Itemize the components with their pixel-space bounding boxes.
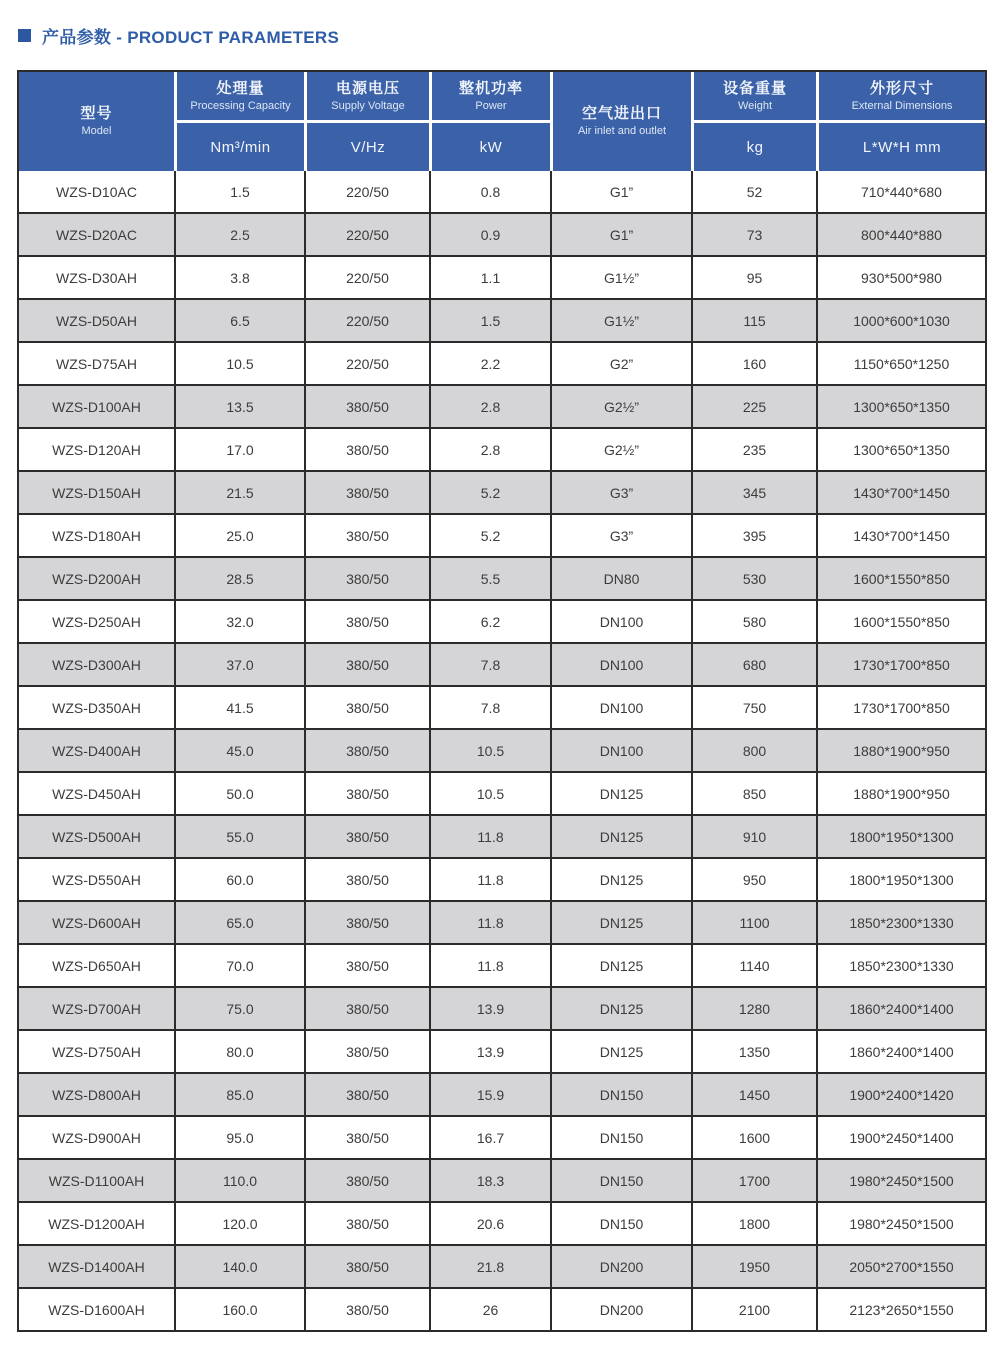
voltage-cell: 380/50 (304, 1074, 429, 1117)
model-cell: WZS-D400AH (19, 730, 174, 773)
air-port-cell: G1” (550, 171, 691, 214)
voltage-cell: 220/50 (304, 257, 429, 300)
table-row (19, 859, 985, 902)
dimensions-cell: 1800*1950*1300 (816, 859, 985, 902)
capacity-cell: 28.5 (174, 558, 304, 601)
capacity-cell: 110.0 (174, 1160, 304, 1203)
dimensions-cell: 1850*2300*1330 (816, 945, 985, 988)
column-header-model-en: Model (81, 125, 112, 138)
power-cell: 15.9 (429, 1074, 550, 1117)
weight-cell: 1450 (691, 1074, 816, 1117)
table-row (19, 1289, 985, 1330)
voltage-cell: 380/50 (304, 816, 429, 859)
unit-dimensions: L*W*H mm (816, 120, 985, 171)
column-header-air-port-en: Air inlet and outlet (577, 125, 667, 138)
voltage-cell: 220/50 (304, 214, 429, 257)
power-cell: 1.1 (429, 257, 550, 300)
model-cell: WZS-D20AC (19, 214, 174, 257)
air-port-cell: G1½” (550, 300, 691, 343)
table-row (19, 1031, 985, 1074)
air-port-cell: DN200 (550, 1246, 691, 1289)
weight-cell: 95 (691, 257, 816, 300)
model-cell: WZS-D450AH (19, 773, 174, 816)
table-row (19, 429, 985, 472)
dimensions-cell: 1980*2450*1500 (816, 1160, 985, 1203)
dimensions-cell: 2123*2650*1550 (816, 1289, 985, 1330)
power-cell: 11.8 (429, 816, 550, 859)
voltage-cell: 380/50 (304, 730, 429, 773)
air-port-cell: DN150 (550, 1203, 691, 1246)
model-cell: WZS-D300AH (19, 644, 174, 687)
column-header-capacity (174, 72, 304, 120)
power-cell: 2.8 (429, 386, 550, 429)
weight-cell: 910 (691, 816, 816, 859)
dimensions-cell: 1850*2300*1330 (816, 902, 985, 945)
model-cell: WZS-D700AH (19, 988, 174, 1031)
model-cell: WZS-D900AH (19, 1117, 174, 1160)
weight-cell: 1600 (691, 1117, 816, 1160)
air-port-cell: DN125 (550, 988, 691, 1031)
power-cell: 10.5 (429, 730, 550, 773)
column-header-power (429, 72, 550, 120)
column-header-weight-zh: 设备重量 (722, 79, 787, 97)
dimensions-cell: 1880*1900*950 (816, 773, 985, 816)
model-cell: WZS-D650AH (19, 945, 174, 988)
model-cell: WZS-D75AH (19, 343, 174, 386)
power-cell: 7.8 (429, 687, 550, 730)
weight-cell: 1700 (691, 1160, 816, 1203)
capacity-cell: 2.5 (174, 214, 304, 257)
voltage-cell: 380/50 (304, 429, 429, 472)
voltage-cell: 220/50 (304, 300, 429, 343)
air-port-cell: DN150 (550, 1160, 691, 1203)
parameters-table (17, 70, 987, 1332)
dimensions-cell: 1430*700*1450 (816, 472, 985, 515)
table-row (19, 687, 985, 730)
column-header-power-zh: 整机功率 (458, 79, 523, 97)
weight-cell: 850 (691, 773, 816, 816)
weight-cell: 345 (691, 472, 816, 515)
power-cell: 13.9 (429, 1031, 550, 1074)
column-header-air-port (550, 72, 691, 171)
table-row (19, 902, 985, 945)
model-cell: WZS-D50AH (19, 300, 174, 343)
voltage-cell: 380/50 (304, 687, 429, 730)
weight-cell: 580 (691, 601, 816, 644)
dimensions-cell: 1300*650*1350 (816, 386, 985, 429)
table-header (19, 72, 985, 171)
voltage-cell: 380/50 (304, 558, 429, 601)
model-cell: WZS-D1200AH (19, 1203, 174, 1246)
dimensions-cell: 710*440*680 (816, 171, 985, 214)
weight-cell: 1350 (691, 1031, 816, 1074)
capacity-cell: 41.5 (174, 687, 304, 730)
square-bullet-icon (18, 29, 31, 42)
weight-cell: 52 (691, 171, 816, 214)
air-port-cell: DN100 (550, 644, 691, 687)
voltage-cell: 220/50 (304, 343, 429, 386)
model-cell: WZS-D1600AH (19, 1289, 174, 1330)
power-cell: 10.5 (429, 773, 550, 816)
capacity-cell: 45.0 (174, 730, 304, 773)
model-cell: WZS-D750AH (19, 1031, 174, 1074)
weight-cell: 530 (691, 558, 816, 601)
capacity-cell: 50.0 (174, 773, 304, 816)
power-cell: 5.2 (429, 472, 550, 515)
capacity-cell: 3.8 (174, 257, 304, 300)
voltage-cell: 380/50 (304, 1031, 429, 1074)
weight-cell: 1100 (691, 902, 816, 945)
power-cell: 16.7 (429, 1117, 550, 1160)
capacity-cell: 6.5 (174, 300, 304, 343)
model-cell: WZS-D180AH (19, 515, 174, 558)
voltage-cell: 380/50 (304, 1203, 429, 1246)
table-row (19, 945, 985, 988)
voltage-cell: 380/50 (304, 644, 429, 687)
dimensions-cell: 1600*1550*850 (816, 601, 985, 644)
dimensions-cell: 1860*2400*1400 (816, 988, 985, 1031)
column-header-dimensions (816, 72, 985, 120)
table-row (19, 171, 985, 214)
air-port-cell: G2½” (550, 429, 691, 472)
voltage-cell: 380/50 (304, 1117, 429, 1160)
air-port-cell: DN125 (550, 859, 691, 902)
table-row (19, 988, 985, 1031)
table-row (19, 730, 985, 773)
power-cell: 21.8 (429, 1246, 550, 1289)
air-port-cell: G1½” (550, 257, 691, 300)
weight-cell: 115 (691, 300, 816, 343)
model-cell: WZS-D350AH (19, 687, 174, 730)
capacity-cell: 85.0 (174, 1074, 304, 1117)
air-port-cell: DN125 (550, 902, 691, 945)
weight-cell: 225 (691, 386, 816, 429)
column-header-weight (691, 72, 816, 120)
power-cell: 26 (429, 1289, 550, 1330)
dimensions-cell: 930*500*980 (816, 257, 985, 300)
model-cell: WZS-D10AC (19, 171, 174, 214)
capacity-cell: 160.0 (174, 1289, 304, 1330)
power-cell: 0.8 (429, 171, 550, 214)
unit-voltage: V/Hz (304, 120, 429, 171)
capacity-cell: 95.0 (174, 1117, 304, 1160)
power-cell: 2.2 (429, 343, 550, 386)
capacity-cell: 17.0 (174, 429, 304, 472)
weight-cell: 1800 (691, 1203, 816, 1246)
table-row (19, 515, 985, 558)
weight-cell: 395 (691, 515, 816, 558)
weight-cell: 1280 (691, 988, 816, 1031)
capacity-cell: 37.0 (174, 644, 304, 687)
capacity-cell: 21.5 (174, 472, 304, 515)
weight-cell: 950 (691, 859, 816, 902)
unit-power: kW (429, 120, 550, 171)
table-row (19, 1246, 985, 1289)
page-title: 产品参数 - PRODUCT PARAMETERS (42, 27, 340, 47)
capacity-cell: 75.0 (174, 988, 304, 1031)
voltage-cell: 380/50 (304, 1160, 429, 1203)
air-port-cell: DN150 (550, 1117, 691, 1160)
dimensions-cell: 1600*1550*850 (816, 558, 985, 601)
dimensions-cell: 1150*650*1250 (816, 343, 985, 386)
table-row (19, 300, 985, 343)
unit-capacity: Nm³/min (174, 120, 304, 171)
table-row (19, 773, 985, 816)
voltage-cell: 380/50 (304, 515, 429, 558)
air-port-cell: DN100 (550, 601, 691, 644)
table-row (19, 1160, 985, 1203)
voltage-cell: 380/50 (304, 472, 429, 515)
weight-cell: 1140 (691, 945, 816, 988)
capacity-cell: 60.0 (174, 859, 304, 902)
model-cell: WZS-D1400AH (19, 1246, 174, 1289)
air-port-cell: DN80 (550, 558, 691, 601)
air-port-cell: G2” (550, 343, 691, 386)
column-header-weight-en: Weight (737, 99, 773, 112)
voltage-cell: 380/50 (304, 945, 429, 988)
table-row (19, 1117, 985, 1160)
weight-cell: 235 (691, 429, 816, 472)
capacity-cell: 65.0 (174, 902, 304, 945)
voltage-cell: 380/50 (304, 601, 429, 644)
voltage-cell: 380/50 (304, 988, 429, 1031)
table-row (19, 558, 985, 601)
capacity-cell: 140.0 (174, 1246, 304, 1289)
capacity-cell: 80.0 (174, 1031, 304, 1074)
power-cell: 20.6 (429, 1203, 550, 1246)
voltage-cell: 220/50 (304, 171, 429, 214)
table-row (19, 816, 985, 859)
voltage-cell: 380/50 (304, 859, 429, 902)
table-row (19, 214, 985, 257)
column-header-model-zh: 型号 (80, 105, 113, 123)
capacity-cell: 10.5 (174, 343, 304, 386)
model-cell: WZS-D120AH (19, 429, 174, 472)
table-row (19, 644, 985, 687)
table-row (19, 257, 985, 300)
voltage-cell: 380/50 (304, 773, 429, 816)
dimensions-cell: 2050*2700*1550 (816, 1246, 985, 1289)
weight-cell: 1950 (691, 1246, 816, 1289)
column-header-power-en: Power (475, 99, 507, 112)
power-cell: 1.5 (429, 300, 550, 343)
air-port-cell: DN125 (550, 773, 691, 816)
weight-cell: 73 (691, 214, 816, 257)
weight-cell: 800 (691, 730, 816, 773)
power-cell: 18.3 (429, 1160, 550, 1203)
voltage-cell: 380/50 (304, 1246, 429, 1289)
dimensions-cell: 1730*1700*850 (816, 644, 985, 687)
dimensions-cell: 1300*650*1350 (816, 429, 985, 472)
air-port-cell: DN100 (550, 687, 691, 730)
dimensions-cell: 1880*1900*950 (816, 730, 985, 773)
model-cell: WZS-D1100AH (19, 1160, 174, 1203)
dimensions-cell: 800*440*880 (816, 214, 985, 257)
dimensions-cell: 1900*2400*1420 (816, 1074, 985, 1117)
model-cell: WZS-D800AH (19, 1074, 174, 1117)
column-header-voltage-zh: 电源电压 (335, 79, 400, 97)
column-header-voltage-en: Supply Voltage (331, 99, 405, 112)
capacity-cell: 70.0 (174, 945, 304, 988)
capacity-cell: 120.0 (174, 1203, 304, 1246)
weight-cell: 160 (691, 343, 816, 386)
dimensions-cell: 1000*600*1030 (816, 300, 985, 343)
unit-weight: kg (691, 120, 816, 171)
model-cell: WZS-D150AH (19, 472, 174, 515)
air-port-cell: G2½” (550, 386, 691, 429)
dimensions-cell: 1730*1700*850 (816, 687, 985, 730)
power-cell: 5.5 (429, 558, 550, 601)
power-cell: 11.8 (429, 945, 550, 988)
air-port-cell: DN200 (550, 1289, 691, 1330)
air-port-cell: G1” (550, 214, 691, 257)
header-row-main (19, 72, 985, 120)
capacity-cell: 13.5 (174, 386, 304, 429)
column-header-model (19, 72, 174, 171)
air-port-cell: G3” (550, 515, 691, 558)
dimensions-cell: 1800*1950*1300 (816, 816, 985, 859)
section-title-bar (0, 0, 1000, 48)
power-cell: 11.8 (429, 859, 550, 902)
table-row (19, 601, 985, 644)
table-row (19, 1203, 985, 1246)
power-cell: 0.9 (429, 214, 550, 257)
power-cell: 5.2 (429, 515, 550, 558)
table-row (19, 1074, 985, 1117)
capacity-cell: 1.5 (174, 171, 304, 214)
model-cell: WZS-D100AH (19, 386, 174, 429)
power-cell: 6.2 (429, 601, 550, 644)
air-port-cell: G3” (550, 472, 691, 515)
column-header-dimensions-en: External Dimensions (851, 99, 953, 112)
model-cell: WZS-D600AH (19, 902, 174, 945)
model-cell: WZS-D200AH (19, 558, 174, 601)
column-header-air-port-zh: 空气进出口 (581, 105, 662, 123)
power-cell: 13.9 (429, 988, 550, 1031)
dimensions-cell: 1980*2450*1500 (816, 1203, 985, 1246)
voltage-cell: 380/50 (304, 1289, 429, 1330)
column-header-dimensions-zh: 外形尺寸 (869, 79, 934, 97)
capacity-cell: 32.0 (174, 601, 304, 644)
voltage-cell: 380/50 (304, 386, 429, 429)
air-port-cell: DN150 (550, 1074, 691, 1117)
power-cell: 11.8 (429, 902, 550, 945)
power-cell: 2.8 (429, 429, 550, 472)
air-port-cell: DN100 (550, 730, 691, 773)
air-port-cell: DN125 (550, 816, 691, 859)
dimensions-cell: 1430*700*1450 (816, 515, 985, 558)
weight-cell: 680 (691, 644, 816, 687)
power-cell: 7.8 (429, 644, 550, 687)
table-row (19, 386, 985, 429)
model-cell: WZS-D550AH (19, 859, 174, 902)
table-row (19, 343, 985, 386)
weight-cell: 2100 (691, 1289, 816, 1330)
column-header-capacity-zh: 处理量 (216, 79, 265, 97)
dimensions-cell: 1860*2400*1400 (816, 1031, 985, 1074)
model-cell: WZS-D250AH (19, 601, 174, 644)
capacity-cell: 55.0 (174, 816, 304, 859)
air-port-cell: DN125 (550, 1031, 691, 1074)
model-cell: WZS-D30AH (19, 257, 174, 300)
air-port-cell: DN125 (550, 945, 691, 988)
model-cell: WZS-D500AH (19, 816, 174, 859)
capacity-cell: 25.0 (174, 515, 304, 558)
dimensions-cell: 1900*2450*1400 (816, 1117, 985, 1160)
voltage-cell: 380/50 (304, 902, 429, 945)
table-body (19, 171, 985, 1330)
column-header-capacity-en: Processing Capacity (190, 99, 291, 112)
table-row (19, 472, 985, 515)
column-header-voltage (304, 72, 429, 120)
weight-cell: 750 (691, 687, 816, 730)
